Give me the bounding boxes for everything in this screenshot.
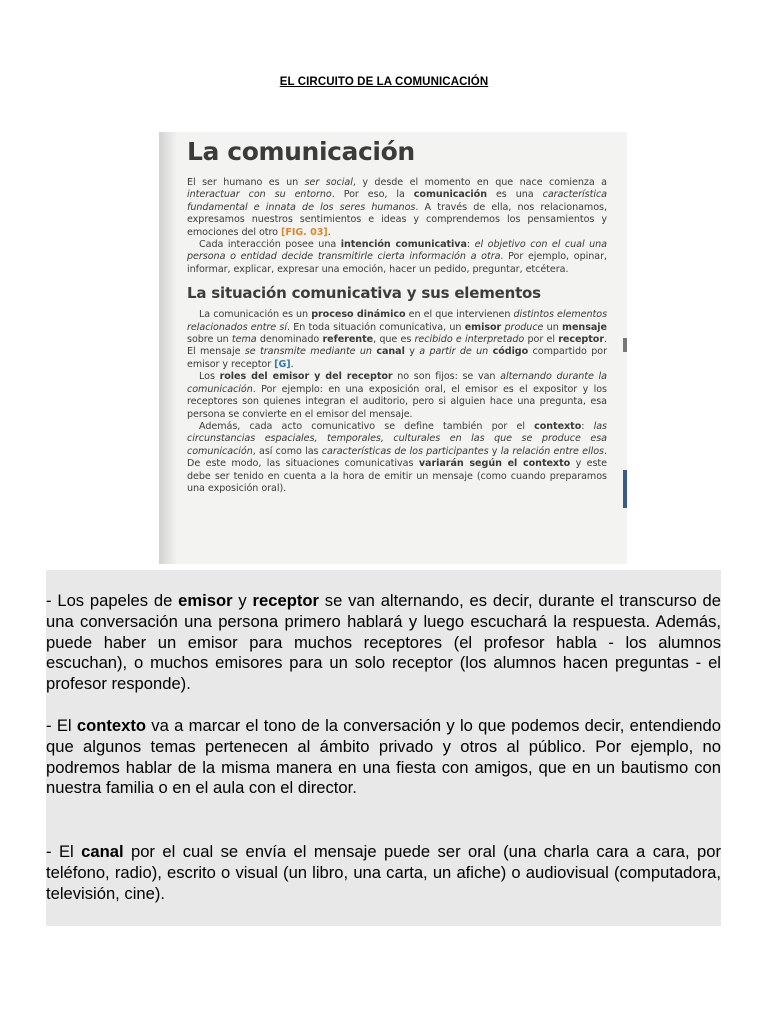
page-binding-shadow: [159, 132, 177, 564]
scan-heading: La comunicación: [187, 137, 415, 166]
page-edge-mark: [623, 338, 627, 352]
situation-paragraph-1: La comunicación es un proceso dinámico en el que intervienen distintos elementos relacionados entre sí. En toda situación comunicativa, un emisor produce un mensaje sobre un tema denominado referente, que es recibido e interpretado por el receptor. El mensaje se transmite mediante un canal y a partir de un código compartido por emisor y receptor [G].: [187, 309, 608, 370]
situation-paragraph-3: Además, cada acto comunicativo se define también por el contexto: las circunstancias espaciales, temporales, culturales en las que se produce esa comunicación, así como las características de los participantes y la relación entre ellos. De este modo, las situaciones comunicativas variarán según el contexto y este debe ser tenido en cuenta a la hora de emitir un mensaje (como cuando preparamos una exposición oral).: [187, 420, 607, 494]
scan-content: [187, 132, 607, 495]
scan-subheading: La situación comunicativa y sus elementos: [187, 284, 541, 303]
situation-section: [187, 309, 607, 495]
document-title: EL CIRCUITO DE LA COMUNICACIÓN: [279, 76, 489, 88]
explanation-panel: [46, 570, 721, 926]
intro-paragraph-1: El ser humano es un ser social, y desde el momento en que nace comienza a interactuar con su entorno. Por eso, la comunicación es una característica fundamental e innata de los seres humanos. A través de ella, nos relacionamos, expresamos nuestros sentimientos e ideas y comprendemos los pensamientos y emociones del otro [FIG. 03].: [187, 177, 608, 238]
glossary-reference: [G]: [274, 358, 291, 370]
panel-paragraph-context: - El contexto va a marcar el tono de la conversación y lo que podemos decir, entendiendo que algunos temas pertenecen al ámbito privado y otros al público. Por ejemplo, no podremos hablar de la misma manera en una fiesta con amigos, que en un bautismo con nuestra familia o en el aula con el director.: [46, 716, 721, 798]
intro-section: [187, 177, 607, 276]
intro-paragraph-2: Cada interacción posee una intención comunicativa: el objetivo con el cual una persona o entidad decide transmitirle cierta información a otra. Por ejemplo, opinar, informar, explicar, expresar una emoción, hacer un pedido, preguntar, etcétera.: [187, 239, 607, 275]
figure-reference: [FIG. 03]: [281, 226, 328, 238]
panel-paragraph-channel: - El canal por el cual se envía el mensaje puede ser oral (una charla cara a cara, por teléfono, radio), escrito o visual (un libro, una carta, un afiche) o audiovisual (computadora, televisión, cine).: [46, 842, 721, 903]
situation-paragraph-2: Los roles del emisor y del receptor no son fijos: se van alternando durante la comunicación. Por ejemplo: en una exposición oral, el emisor es el expositor y los receptores son quienes integran el auditorio, pero si alguien hace una pregunta, esa persona se convierte en el emisor del mensaje.: [187, 371, 607, 420]
scanned-textbook-page: [159, 132, 627, 564]
page-edge-tab: [623, 470, 627, 508]
panel-paragraph-roles: - Los papeles de emisor y receptor se van alternando, es decir, durante el transcurso de una conversación una persona primero hablará y luego escuchará la respuesta. Además, puede haber un emisor para muchos receptores (el profesor habla - los alumnos escuchan), o muchos emisores para un solo receptor (los alumnos hacen preguntas - el profesor responde).: [46, 591, 721, 694]
